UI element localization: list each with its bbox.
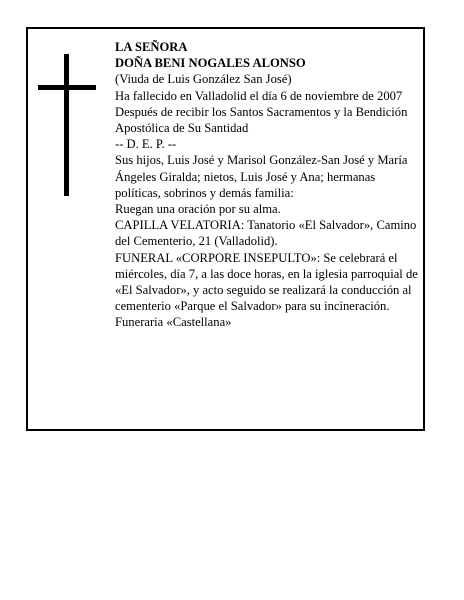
prayer-line: Ruegan una oración por su alma. [115, 202, 281, 217]
latin-cross-icon [64, 54, 69, 196]
latin-cross-icon-crossbar [38, 85, 96, 90]
widow-of-line: (Viuda de Luis González San José) [115, 72, 292, 87]
rip-line: -- D. E. P. -- [115, 137, 177, 152]
notice-title: LA SEÑORA [115, 40, 188, 54]
chapel-line: CAPILLA VELATORIA: Tanatorio «El Salvador», Camino del Cementerio, 21 (Valladolid). [115, 218, 417, 249]
funeral-line: FUNERAL «CORPORE INSEPULTO»: Se celebrará el miércoles, día 7, a las doce horas, en la iglesia parroquial de «El Salvador», y acto seguido se realizará la conducción al cementerio «Parque el Salvador» para su incineración. [115, 250, 418, 314]
funeral-home-line: Funeraria «Castellana» [115, 315, 232, 330]
deceased-name: DOÑA BENI NOGALES ALONSO [115, 56, 306, 71]
death-announcement: Ha fallecido en Valladolid el día 6 de noviembre de 2007 [115, 88, 403, 103]
sacraments-line: Después de recibir los Santos Sacramentos y la Bendición Apostólica de Su Santidad [115, 104, 408, 136]
family-line: Sus hijos, Luis José y Marisol González-San José y María Ángeles Giralda; nietos, Luis José y Ana; hermanas políticas, sobrinos y demás familia: [115, 153, 408, 200]
obituary-text [115, 39, 423, 331]
